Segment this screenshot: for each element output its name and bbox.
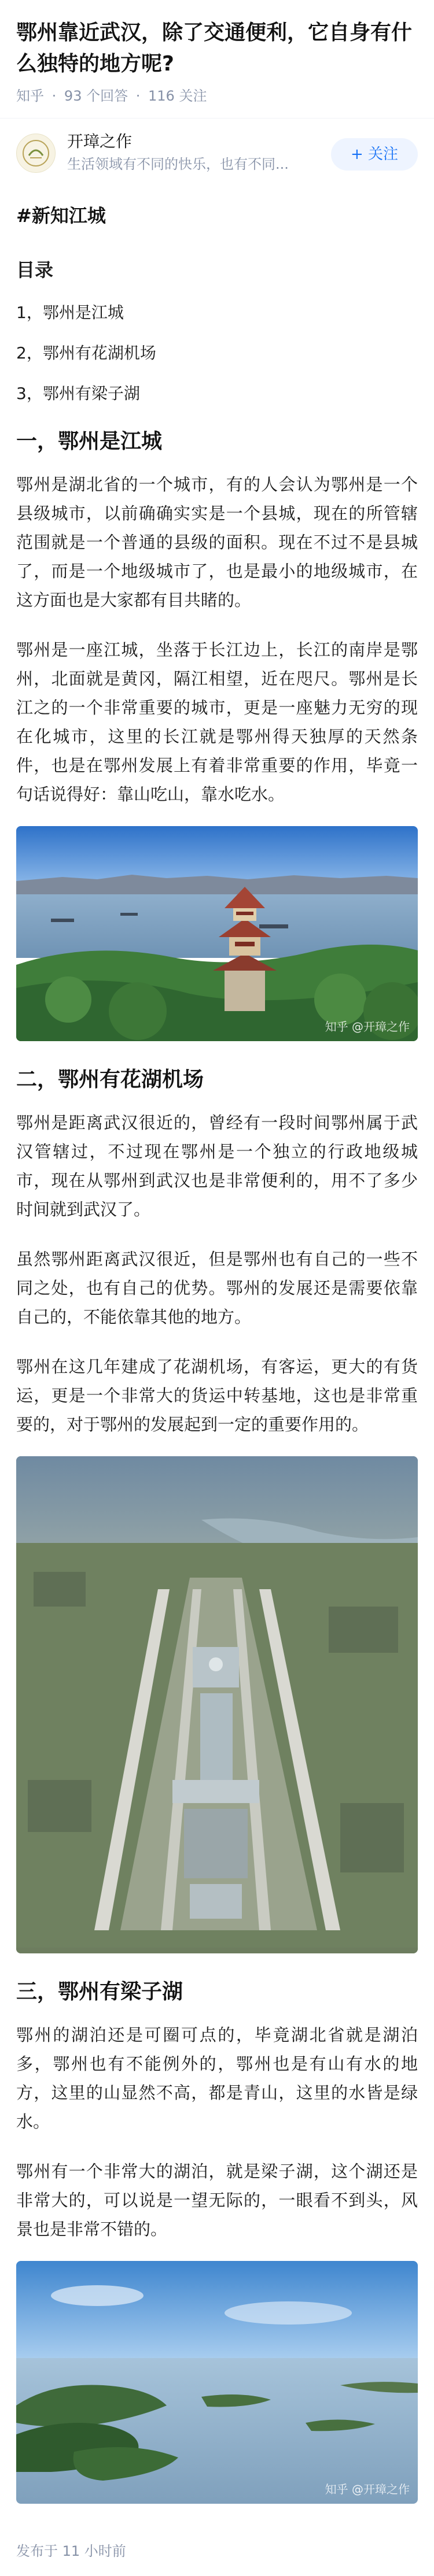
section-heading: 二，鄂州有花湖机场 bbox=[16, 1068, 204, 1091]
paragraph: 鄂州是距离武汉很近的，曾经有一段时间鄂州属于武汉管辖过，不过现在鄂州是一个独立的行政地级城市，现在从鄂州到武汉也是非常便利的，用不了多少时间就到武汉了。 bbox=[16, 1113, 418, 1219]
article-body bbox=[0, 202, 434, 2504]
toc-title: 目录 bbox=[16, 259, 54, 281]
topic-tag[interactable]: #新知江城 bbox=[16, 205, 106, 227]
paragraph: 鄂州有一个非常大的湖泊，就是梁子湖，这个湖还是非常大的，可以说是一望无际的，一眼看不到头，风景也是非常不错的。 bbox=[16, 2162, 418, 2239]
paragraph: 鄂州是湖北省的一个城市，有的人会认为鄂州是一个县级城市，以前确确实实是一个县城，现在的所管辖范围就是一个普通的县级的面积。现在不过不是县城了，而是一个地级城市了，也是最小的地级城市，在这方面也是大家都有目共睹的。 bbox=[16, 475, 418, 610]
toc-item[interactable]: 1，鄂州是江城 bbox=[16, 303, 124, 322]
lake-islands-illustration bbox=[16, 2261, 418, 2504]
image-watermark: 知乎 @开璋之作 bbox=[325, 1020, 410, 1034]
river-pavilion-illustration bbox=[16, 826, 418, 1041]
source-label: 知乎 bbox=[16, 88, 44, 104]
meta-dot: · bbox=[135, 88, 141, 104]
paragraph: 虽然鄂州距离武汉很近，但是鄂州也有自己的一些不同之处，也有自己的优势。鄂州的发展还是需要依靠自己的，不能依靠其他的地方。 bbox=[16, 1249, 418, 1327]
river-city-image[interactable] bbox=[16, 826, 418, 1041]
answer-count[interactable]: 93 个回答 bbox=[64, 88, 128, 104]
toc-item[interactable]: 3，鄂州有梁子湖 bbox=[16, 384, 140, 403]
follow-button[interactable]: + 关注 bbox=[331, 138, 418, 171]
section-heading: 一，鄂州是江城 bbox=[16, 430, 163, 453]
liangzi-lake-image[interactable] bbox=[16, 2261, 418, 2504]
airport-aerial-image[interactable] bbox=[16, 1456, 418, 1953]
question-meta bbox=[0, 80, 434, 106]
paragraph: 鄂州的湖泊还是可圈可点的，毕竟湖北省就是湖泊多，鄂州也有不能例外的，鄂州也是有山有水的地方，这里的山显然不高，都是青山，这里的水皆是绿水。 bbox=[16, 2025, 418, 2131]
author-bio: 生活领域有不同的快乐，也有不同... bbox=[67, 156, 289, 172]
section-heading: 三，鄂州有梁子湖 bbox=[16, 1980, 183, 2004]
follower-count: 116 关注 bbox=[148, 88, 207, 104]
author-avatar-icon[interactable] bbox=[16, 134, 56, 173]
toc-item[interactable]: 2，鄂州有花湖机场 bbox=[16, 343, 156, 362]
paragraph: 鄂州在这几年建成了花湖机场，有客运，更大的有货运，更是一个非常大的货运中转基地，这也是非常重要的，对于鄂州的发展起到一定的重要作用的。 bbox=[16, 1357, 418, 1434]
airport-aerial-illustration bbox=[16, 1456, 418, 1953]
author-card bbox=[0, 119, 434, 188]
question-title[interactable]: 鄂州靠近武汉，除了交通便利，它自身有什么独特的地方呢? bbox=[16, 21, 413, 76]
author-name[interactable]: 开璋之作 bbox=[67, 132, 133, 151]
image-watermark: 知乎 @开璋之作 bbox=[325, 2482, 410, 2496]
paragraph: 鄂州是一座江城，坐落于长江边上，长江的南岸是鄂州，北面就是黄冈，隔江相望，近在咫尺。鄂州是长江之的一个非常重要的城市，更是一座魅力无穷的现在化城市，这里的长江就是鄂州得天独厚的天然条件，也是在鄂州发展上有着非常重要的作用，毕竟一句话说得好：靠山吃山，靠水吃水。 bbox=[16, 640, 418, 804]
avatar-logo-icon bbox=[21, 138, 51, 168]
meta-dot: · bbox=[52, 88, 57, 104]
publish-time: 发布于 11 小时前 bbox=[16, 2543, 126, 2559]
